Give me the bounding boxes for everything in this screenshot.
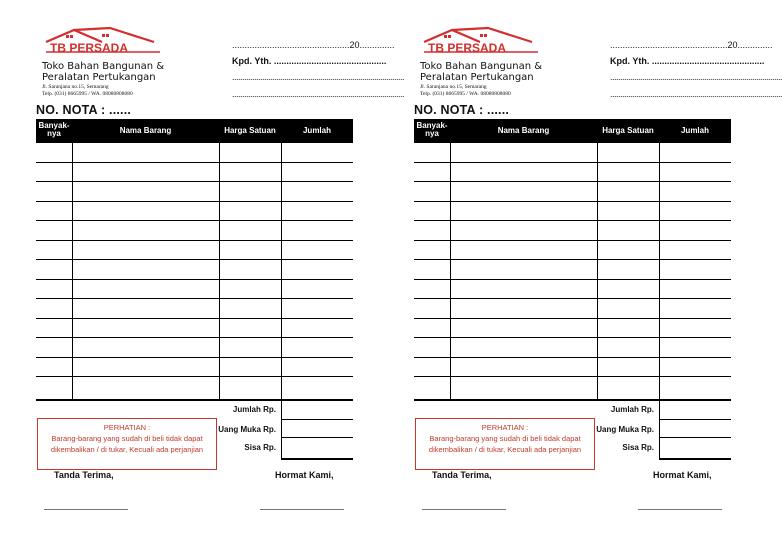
table-row[interactable] xyxy=(414,260,731,280)
store-name: Toko Bahan Bangunan & Peralatan Pertukangan xyxy=(42,61,165,83)
date-line[interactable]: ...............................................20.............. xyxy=(610,40,773,50)
column-divider xyxy=(281,143,282,459)
tb-persada-logo xyxy=(44,26,164,58)
column-header-qty: Banyak- nya xyxy=(38,121,70,138)
table-row[interactable] xyxy=(414,241,731,261)
brand-text: TB PERSADA xyxy=(50,41,129,55)
down-payment-label: Uang Muka Rp. xyxy=(596,425,654,434)
table-bottom-border xyxy=(36,399,353,401)
notice-line-2: dikembalikan / di tukar, Kecuali ada perjanjian xyxy=(50,445,204,454)
column-header-price: Harga Satuan xyxy=(602,126,654,135)
table-row[interactable] xyxy=(36,143,353,163)
column-header-total: Jumlah xyxy=(680,126,709,135)
tb-persada-logo xyxy=(422,26,542,58)
total-field[interactable] xyxy=(659,419,731,420)
column-header-qty: Banyak- nya xyxy=(416,121,448,138)
table-row[interactable] xyxy=(414,221,731,241)
down-payment-field[interactable] xyxy=(659,437,731,438)
store-address: Jl. Saranjana no.15, Semarang Telp. (031) 8665995 / WA. 08080808080 xyxy=(420,84,511,97)
column-header-item: Nama Barang xyxy=(119,126,172,135)
column-header-total: Jumlah xyxy=(302,126,331,135)
total-field[interactable] xyxy=(281,419,353,420)
recipient-line-2[interactable]: ...................................................................................... xyxy=(610,72,782,82)
column-header-item: Nama Barang xyxy=(497,126,550,135)
table-row[interactable] xyxy=(414,143,731,163)
receiver-signature-label: Tanda Terima, xyxy=(54,470,114,480)
table-row[interactable] xyxy=(414,280,731,300)
receiver-signature-label: Tanda Terima, xyxy=(432,470,492,480)
column-divider xyxy=(219,143,220,400)
nota-number: NO. NOTA : ...... xyxy=(414,103,510,117)
notice-line-1: Barang-barang yang sudah di beli tidak dapat xyxy=(51,434,203,443)
regards-signature-label: Hormat Kami, xyxy=(275,470,334,480)
store-address: Jl. Saranjana no.15, Semarang Telp. (031) 8665995 / WA. 08080808080 xyxy=(42,84,133,97)
receiver-signature-line[interactable] xyxy=(44,509,128,510)
store-name: Toko Bahan Bangunan & Peralatan Pertukangan xyxy=(420,61,543,83)
regards-signature-line[interactable] xyxy=(260,509,344,510)
table-rows xyxy=(36,143,353,397)
table-row[interactable] xyxy=(36,358,353,378)
balance-label: Sisa Rp. xyxy=(622,443,654,452)
total-label: Jumlah Rp. xyxy=(232,405,276,414)
table-row[interactable] xyxy=(414,377,731,397)
table-row[interactable] xyxy=(36,182,353,202)
notice-box xyxy=(415,418,595,470)
notice-line-2: dikembalikan / di tukar, Kecuali ada perjanjian xyxy=(428,445,582,454)
recipient-line-3[interactable]: ...................................................................................... xyxy=(610,89,782,99)
table-row[interactable] xyxy=(36,202,353,222)
column-divider xyxy=(597,143,598,400)
table-row[interactable] xyxy=(414,182,731,202)
nota-left xyxy=(36,0,405,543)
balance-field[interactable] xyxy=(659,458,731,460)
table-row[interactable] xyxy=(36,377,353,397)
column-divider xyxy=(659,143,660,459)
table-row[interactable] xyxy=(36,319,353,339)
table-row[interactable] xyxy=(36,280,353,300)
recipient-line-2[interactable]: ...................................................................................... xyxy=(232,72,405,82)
recipient-line[interactable]: Kpd. Yth. ............................................. xyxy=(232,56,387,66)
receiver-signature-line[interactable] xyxy=(422,509,506,510)
table-rows xyxy=(414,143,731,397)
balance-field[interactable] xyxy=(281,458,353,460)
nota-number: NO. NOTA : ...... xyxy=(36,103,132,117)
notice-title: PERHATIAN : xyxy=(481,423,529,432)
total-label: Jumlah Rp. xyxy=(610,405,654,414)
table-row[interactable] xyxy=(414,299,731,319)
table-row[interactable] xyxy=(414,202,731,222)
nota-right xyxy=(414,0,782,543)
column-divider xyxy=(72,143,73,400)
table-bottom-border xyxy=(414,399,731,401)
notice-box xyxy=(37,418,217,470)
table-row[interactable] xyxy=(36,221,353,241)
column-divider xyxy=(450,143,451,400)
table-row[interactable] xyxy=(36,338,353,358)
regards-signature-line[interactable] xyxy=(638,509,722,510)
table-row[interactable] xyxy=(414,163,731,183)
table-row[interactable] xyxy=(414,319,731,339)
date-line[interactable]: ...............................................20.............. xyxy=(232,40,395,50)
table-row[interactable] xyxy=(36,241,353,261)
column-header-price: Harga Satuan xyxy=(224,126,276,135)
down-payment-field[interactable] xyxy=(281,437,353,438)
table-row[interactable] xyxy=(414,338,731,358)
table-row[interactable] xyxy=(414,358,731,378)
table-row[interactable] xyxy=(36,260,353,280)
brand-text: TB PERSADA xyxy=(428,41,507,55)
table-header xyxy=(36,119,353,143)
table-row[interactable] xyxy=(36,163,353,183)
table-row[interactable] xyxy=(36,299,353,319)
notice-line-1: Barang-barang yang sudah di beli tidak dapat xyxy=(429,434,581,443)
recipient-line[interactable]: Kpd. Yth. ............................................. xyxy=(610,56,765,66)
notice-title: PERHATIAN : xyxy=(103,423,151,432)
balance-label: Sisa Rp. xyxy=(244,443,276,452)
regards-signature-label: Hormat Kami, xyxy=(653,470,712,480)
down-payment-label: Uang Muka Rp. xyxy=(218,425,276,434)
table-header xyxy=(414,119,731,143)
recipient-line-3[interactable]: ...................................................................................... xyxy=(232,89,405,99)
